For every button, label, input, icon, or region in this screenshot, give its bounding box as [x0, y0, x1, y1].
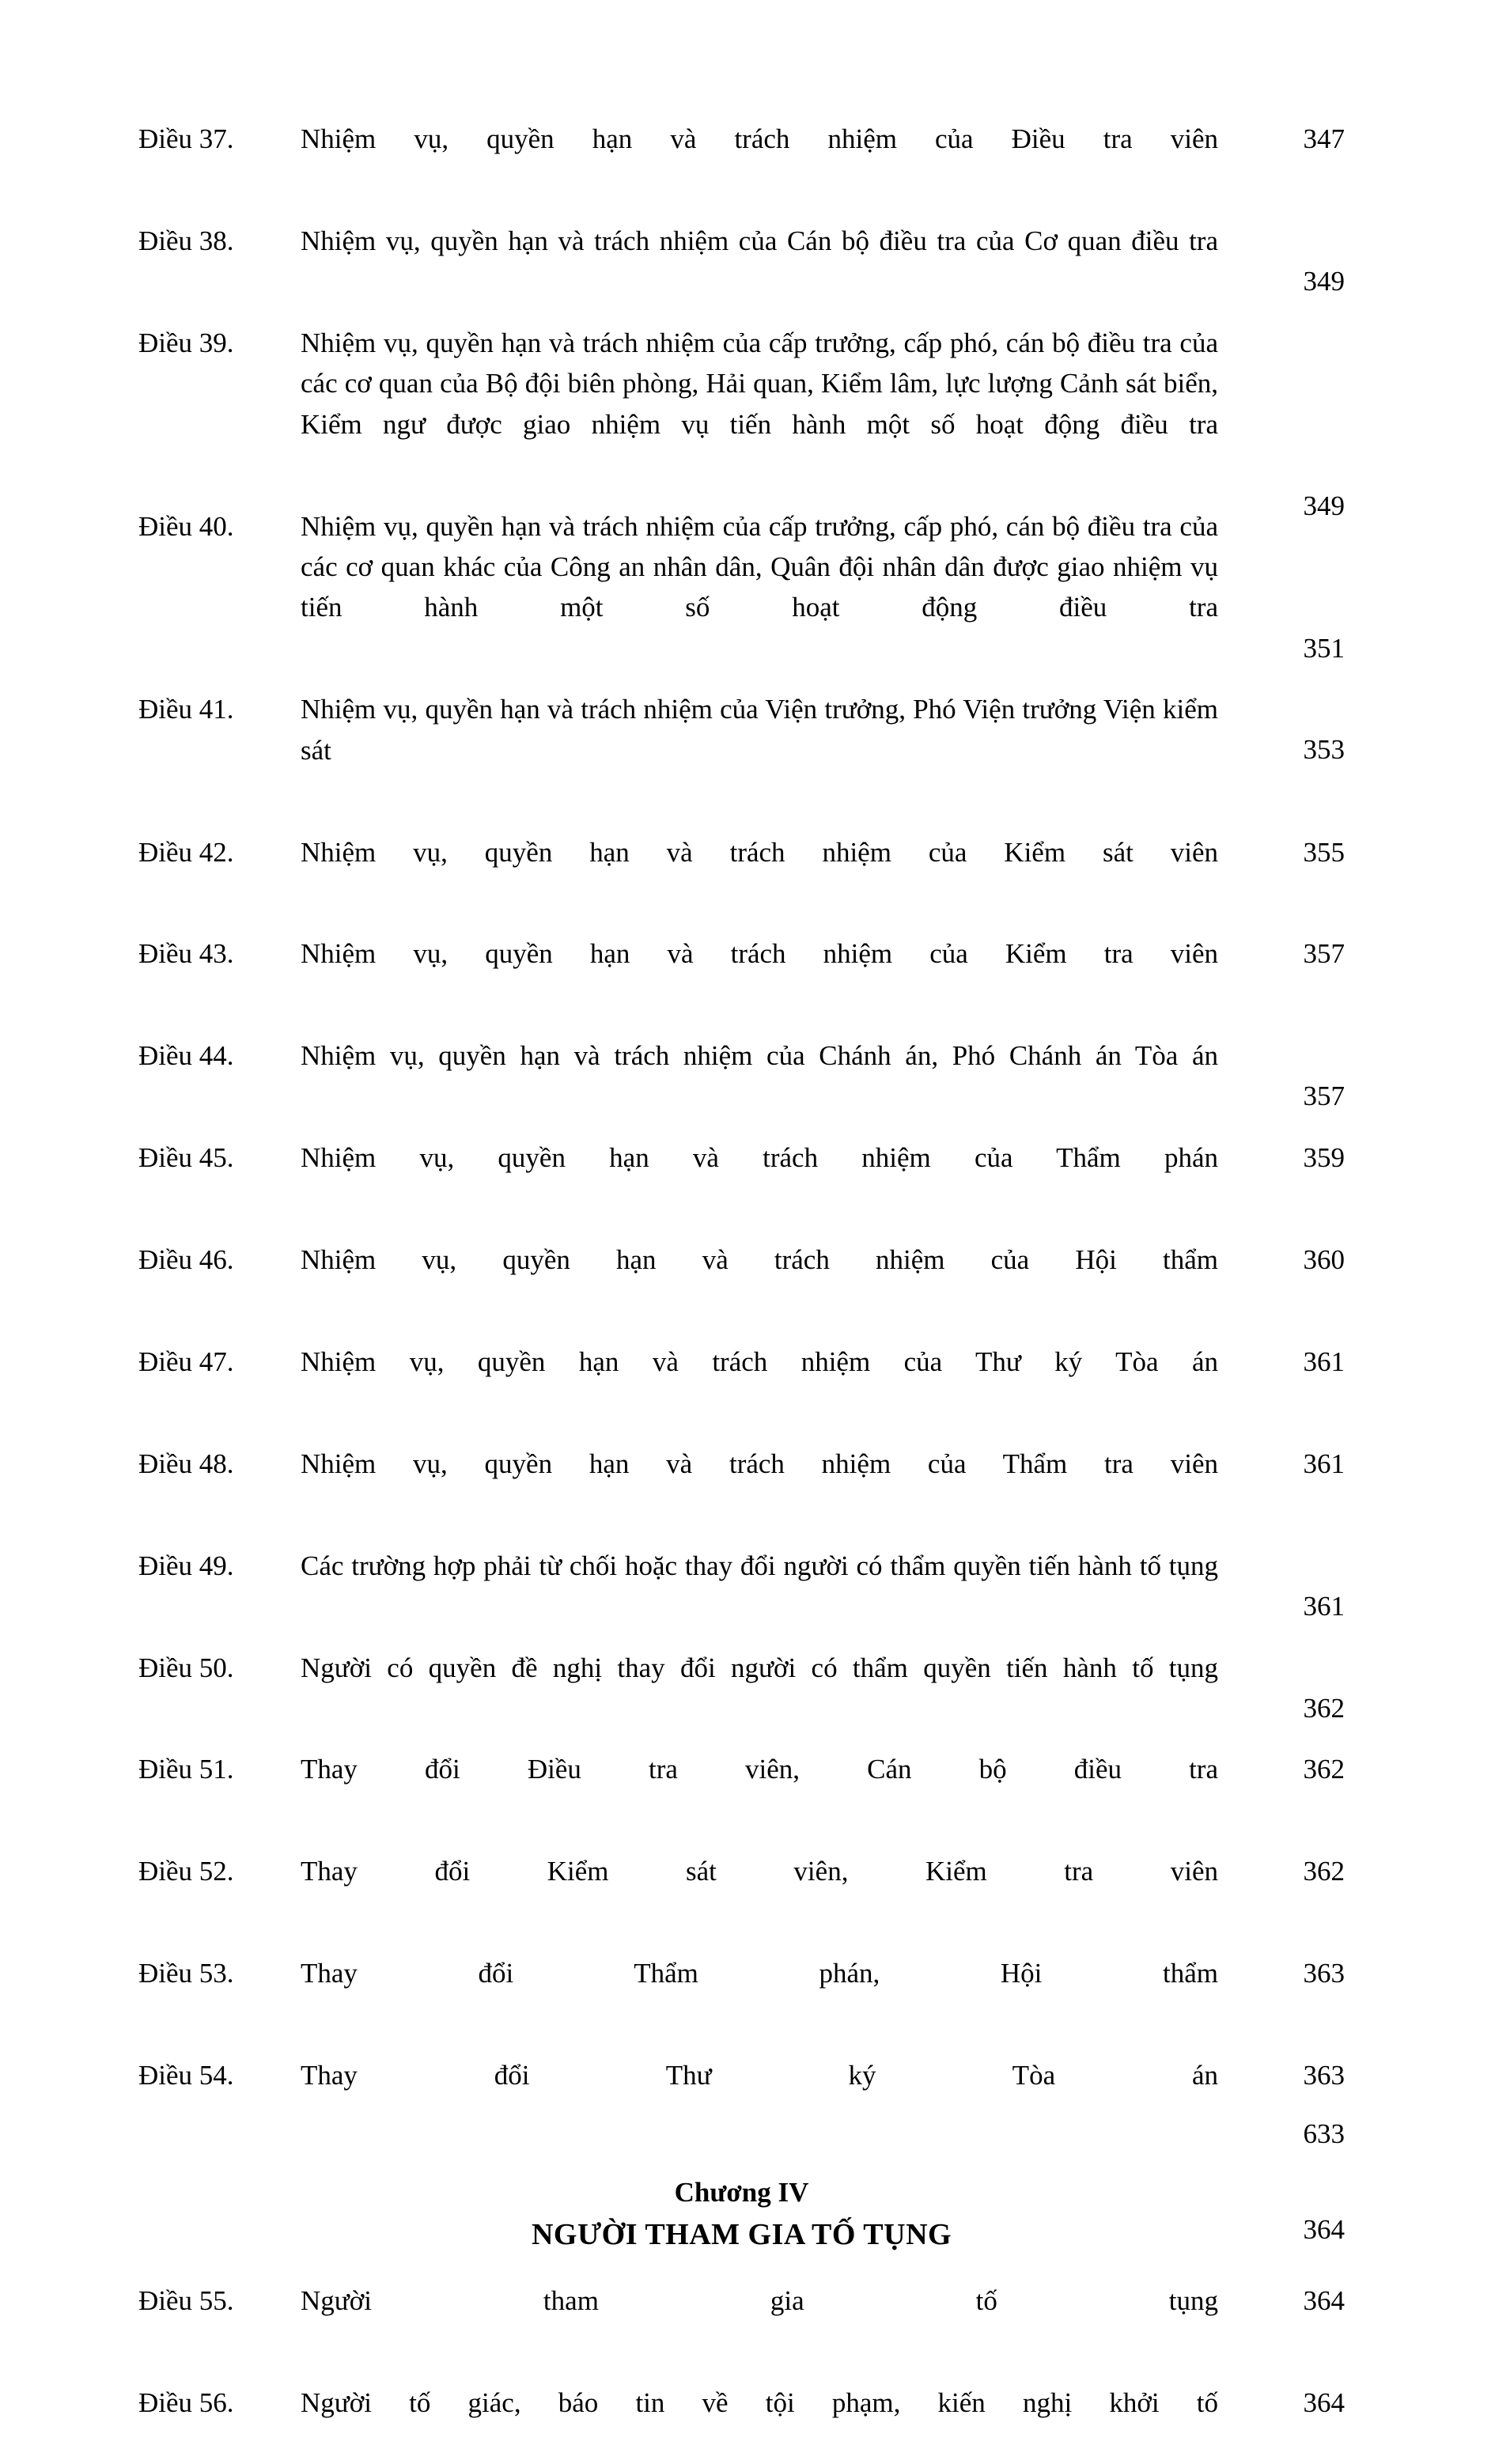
- chapter-page-number: 364: [1303, 2213, 1345, 2245]
- toc-entry-label: Điều 50.: [138, 1652, 234, 1683]
- toc-entry-body: [301, 506, 1345, 669]
- toc-entry-title: Thay đổi Điều tra viên, Cán bộ điều tra: [301, 1754, 1218, 1785]
- toc-entry-title: Người tham gia tố tụng: [301, 2284, 1218, 2316]
- toc-entry-body: [301, 1342, 1345, 1423]
- toc-entry[interactable]: [138, 1546, 1345, 1627]
- toc-entry-body: [301, 323, 1345, 521]
- table-of-contents: [138, 119, 1345, 2137]
- toc-entry-body: [301, 1546, 1345, 1627]
- toc-entry-page-number: 359: [1303, 1142, 1345, 1174]
- toc-entry-page-number: 362: [1303, 1754, 1345, 1785]
- toc-entry[interactable]: [138, 2280, 1345, 2362]
- toc-entry-title: Nhiệm vụ, quyền hạn và trách nhiệm của Thẩm phán: [301, 1142, 1218, 1174]
- toc-entry-page-number: 361: [1303, 1590, 1345, 1622]
- toc-entry-label: Điều 51.: [138, 1754, 234, 1785]
- toc-entry-label: Điều 54.: [138, 2060, 234, 2091]
- toc-entry-body: [301, 1953, 1345, 2034]
- toc-entry-body: [301, 1444, 1345, 1525]
- toc-entry-body: [301, 689, 1345, 811]
- toc-entry-title: Nhiệm vụ, quyền hạn và trách nhiệm của Thư ký Tòa án: [301, 1346, 1218, 1377]
- toc-entry-page-number: 362: [1303, 1692, 1345, 1724]
- toc-entry-label: Điều 49.: [138, 1550, 234, 1581]
- toc-entry-body: [301, 1137, 1345, 1219]
- toc-entry-body: [301, 1749, 1345, 1830]
- toc-entry-page-number: 364: [1303, 2386, 1345, 2418]
- toc-entry[interactable]: [138, 1137, 1345, 1219]
- toc-entry-label: Điều 38.: [138, 225, 234, 256]
- toc-entry-page-number: 360: [1303, 1244, 1345, 1276]
- toc-entry-title: Nhiệm vụ, quyền hạn và trách nhiệm của Kiểm tra viên: [301, 938, 1218, 970]
- toc-entry-page-number: 363: [1303, 1958, 1345, 1989]
- chapter-number: Chương IV: [674, 2176, 809, 2208]
- toc-entry-label: Điều 48.: [138, 1448, 234, 1479]
- toc-entry-title: Nhiệm vụ, quyền hạn và trách nhiệm của Viện trưởng, Phó Viện trưởng Viện kiểm sát: [301, 694, 1218, 766]
- toc-entry[interactable]: [138, 1953, 1345, 2034]
- toc-entry-body: [301, 1035, 1345, 1117]
- toc-entry[interactable]: [138, 323, 1345, 521]
- toc-entry-title: Các trường hợp phải từ chối hoặc thay đổi người có thẩm quyền tiến hành tố tụng: [301, 1550, 1218, 1581]
- toc-entry-page-number: 349: [1303, 265, 1345, 297]
- toc-entry-title: Nhiệm vụ, quyền hạn và trách nhiệm của Điều tra viên: [301, 123, 1218, 154]
- toc-entry-label: Điều 42.: [138, 836, 234, 868]
- toc-entry-title: Người có quyền đề nghị thay đổi người có thẩm quyền tiến hành tố tụng: [301, 1652, 1218, 1683]
- toc-entry[interactable]: [138, 832, 1345, 914]
- toc-entry-title: Nhiệm vụ, quyền hạn và trách nhiệm của cấp trưởng, cấp phó, cán bộ điều tra của các cơ quan của Bộ đội biên phòng, Hải quan, Kiểm lâm, lực lượng Cảnh sát biển, Kiểm ngư được giao nhiệm vụ tiến hành một số hoạt động điều tra: [301, 327, 1218, 440]
- toc-entry-title: Nhiệm vụ, quyền hạn và trách nhiệm của Chánh án, Phó Chánh án Tòa án: [301, 1040, 1218, 1072]
- toc-entry-title: Nhiệm vụ, quyền hạn và trách nhiệm của Thẩm tra viên: [301, 1448, 1218, 1479]
- toc-entry-page-number: 361: [1303, 1448, 1345, 1479]
- toc-entry-page-number: 357: [1303, 1081, 1345, 1112]
- toc-entry-body: [301, 2280, 1345, 2362]
- toc-entry-label: Điều 44.: [138, 1040, 234, 1072]
- toc-entry-label: Điều 43.: [138, 938, 234, 970]
- page-footer-number: 633: [1303, 2118, 1345, 2149]
- chapter-heading: [138, 2173, 1345, 2257]
- toc-entry[interactable]: [138, 1035, 1345, 1117]
- toc-entry[interactable]: [138, 119, 1345, 200]
- toc-entry-label: Điều 37.: [138, 123, 234, 154]
- toc-entry[interactable]: [138, 221, 1345, 302]
- toc-entry-body: [301, 933, 1345, 1015]
- toc-entry-label: Điều 40.: [138, 510, 234, 542]
- toc-entry[interactable]: [138, 506, 1345, 669]
- toc-entry-title: Thay đổi Thẩm phán, Hội thẩm: [301, 1958, 1218, 1989]
- toc-entry-title: Nhiệm vụ, quyền hạn và trách nhiệm của Cán bộ điều tra của Cơ quan điều tra: [301, 225, 1218, 256]
- toc-entry-title: Nhiệm vụ, quyền hạn và trách nhiệm của Hội thẩm: [301, 1244, 1218, 1276]
- toc-entry[interactable]: [138, 689, 1345, 811]
- chapter-name: NGƯỜI THAM GIA TỐ TỤNG: [531, 2217, 952, 2251]
- toc-entry-label: Điều 39.: [138, 327, 234, 358]
- table-of-contents-continued: [138, 2280, 1345, 2464]
- toc-entry-title: Người tố giác, báo tin về tội phạm, kiến nghị khởi tố: [301, 2386, 1218, 2418]
- toc-entry-page-number: 357: [1303, 938, 1345, 970]
- toc-entry-body: [301, 1851, 1345, 1932]
- toc-entry-page-number: 361: [1303, 1346, 1345, 1377]
- toc-entry-page-number: 351: [1303, 632, 1345, 664]
- toc-entry-label: Điều 52.: [138, 1856, 234, 1887]
- toc-entry-page-number: 347: [1303, 123, 1345, 154]
- toc-entry-page-number: 349: [1303, 490, 1345, 521]
- toc-entry[interactable]: [138, 1444, 1345, 1525]
- toc-entry-body: [301, 119, 1345, 200]
- toc-entry-page-number: 363: [1303, 2060, 1345, 2091]
- toc-entry[interactable]: [138, 1851, 1345, 1932]
- toc-entry-label: Điều 55.: [138, 2284, 234, 2316]
- toc-entry-label: Điều 45.: [138, 1142, 234, 1174]
- toc-entry-body: [301, 1240, 1345, 1321]
- toc-entry-label: Điều 46.: [138, 1244, 234, 1276]
- toc-entry-page-number: 353: [1303, 734, 1345, 766]
- toc-entry-label: Điều 56.: [138, 2386, 234, 2418]
- toc-entry-title: Thay đổi Kiểm sát viên, Kiểm tra viên: [301, 1856, 1218, 1887]
- toc-entry-body: [301, 1648, 1345, 1729]
- toc-entry[interactable]: [138, 2383, 1345, 2464]
- toc-entry-title: Nhiệm vụ, quyền hạn và trách nhiệm của Kiểm sát viên: [301, 836, 1218, 868]
- toc-entry-body: [301, 832, 1345, 914]
- toc-entry[interactable]: [138, 1648, 1345, 1729]
- toc-entry[interactable]: [138, 1749, 1345, 1830]
- toc-entry-page-number: 364: [1303, 2284, 1345, 2316]
- toc-entry-label: Điều 41.: [138, 694, 234, 725]
- toc-entry-body: [301, 2383, 1345, 2464]
- toc-entry-page-number: 362: [1303, 1856, 1345, 1887]
- toc-entry-page-number: 355: [1303, 836, 1345, 868]
- toc-entry[interactable]: [138, 1342, 1345, 1423]
- toc-entry[interactable]: [138, 1240, 1345, 1321]
- toc-entry-label: Điều 53.: [138, 1958, 234, 1989]
- toc-entry-label: Điều 47.: [138, 1346, 234, 1377]
- toc-entry-body: [301, 221, 1345, 302]
- toc-entry[interactable]: [138, 933, 1345, 1015]
- toc-entry-title: Nhiệm vụ, quyền hạn và trách nhiệm của cấp trưởng, cấp phó, cán bộ điều tra của các cơ quan khác của Công an nhân dân, Quân đội nhân dân được giao nhiệm vụ tiến hành một số hoạt động điều tra: [301, 510, 1218, 623]
- toc-entry-title: Thay đổi Thư ký Tòa án: [301, 2060, 1218, 2091]
